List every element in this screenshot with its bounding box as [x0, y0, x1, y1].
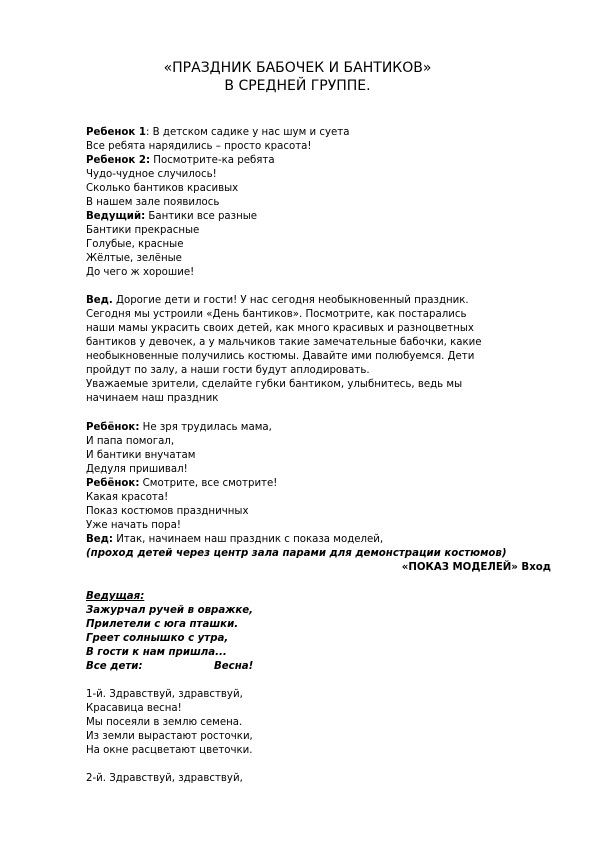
script-line: Уважаемые зрители, сделайте губки бантиком, улыбнитесь, ведь мы: [86, 379, 463, 390]
verse-line: Из земли вырастают росточки,: [86, 731, 253, 742]
script-line: До чего ж хорошие!: [86, 267, 195, 278]
line-text: Смотрите, все смотрите!: [139, 478, 278, 489]
script-line: необыкновенные получились костюмы. Давайте ими полюбуемся. Дети: [86, 351, 475, 362]
script-line: И бантики внучатам: [86, 450, 196, 461]
verse-line: Прилетели с юга пташки.: [86, 619, 239, 630]
verse-line: Греет солнышко с утра,: [86, 633, 229, 644]
verse-line: На окне расцветают цветочки.: [86, 745, 253, 756]
stage-direction: (проход детей через центр зала парами для демонстрации костюмов): [86, 548, 507, 559]
script-line: [86, 421, 272, 435]
document-title-line-1: «ПРАЗДНИК БАБОЧЕК И БАНТИКОВ»: [163, 60, 432, 76]
line-text: Посмотрите-ка ребята: [150, 155, 275, 166]
script-line: [86, 533, 383, 547]
script-line: Сколько бантиков красивых: [86, 183, 239, 194]
line-text: Не зря трудилась мама,: [139, 422, 272, 433]
line-text: В детском садике у нас шум и суета: [149, 127, 350, 138]
verse-line: Красавица весна!: [86, 703, 182, 714]
verse-line: 2-й. Здравствуй, здравствуй,: [86, 773, 243, 784]
script-line: начинаем наш праздник: [86, 393, 219, 404]
script-line: [86, 294, 469, 308]
script-line: [86, 154, 275, 168]
script-line: Чудо-чудное случилось!: [86, 169, 217, 180]
speaker-label: Ребёнок:: [86, 478, 140, 489]
verse-line: В гости к нам пришла...: [86, 647, 227, 658]
script-line: Сегодня мы устроили «День бантиков». Посмотрите, как постарались: [86, 309, 467, 320]
script-line: В нашем зале появилось: [86, 197, 220, 208]
line-text: Итак, начинаем наш праздник с показа моделей,: [112, 534, 384, 545]
script-line: Голубые, красные: [86, 239, 184, 250]
verse-line: Мы посеяли в землю семена.: [86, 717, 243, 728]
script-line: Показ костюмов праздничных: [86, 506, 249, 517]
document-title-line-2: В СРЕДНЕЙ ГРУППЕ.: [224, 78, 371, 94]
script-line: Бантики прекрасные: [86, 225, 200, 236]
script-line: Какая красота!: [86, 492, 169, 503]
script-line: Дедуля пришивал!: [86, 464, 188, 475]
script-line: Жёлтые, зелёные: [86, 253, 182, 264]
script-line: Уже начать пора!: [86, 520, 181, 531]
speaker-label: Все дети:: [86, 661, 143, 672]
script-line: И папа помогал,: [86, 436, 175, 447]
script-line: [86, 660, 253, 674]
speaker-label: Вед.: [86, 295, 113, 306]
script-line: бантиков у девочек, а у мальчиков такие замечательные бабочки, какие: [86, 337, 482, 348]
speaker-label: Ребенок 2:: [86, 155, 151, 166]
script-line: Все ребята нарядились – просто красота!: [86, 141, 312, 152]
speaker-label: Ребенок 1: [86, 127, 146, 138]
line-text: Бантики все разные: [145, 211, 258, 222]
verse-line: Зажурчал ручей в овражке,: [86, 605, 254, 616]
verse-line: 1-й. Здравствуй, здравствуй,: [86, 689, 243, 700]
line-text: Дорогие дети и гости! У нас сегодня необыкновенный праздник.: [112, 295, 469, 306]
speaker-label: Ведущая:: [86, 591, 145, 602]
speaker-label: Ведущий:: [86, 211, 146, 222]
show-title: «ПОКАЗ МОДЕЛЕЙ»: [401, 562, 518, 573]
speaker-label: Ребёнок:: [86, 422, 140, 433]
speaker-label: Вед:: [86, 534, 113, 545]
show-entry: Вход: [517, 562, 551, 573]
script-line: пройдут по залу, а наши гости будут аплодировать.: [86, 365, 370, 376]
script-line: наши мамы украсить своих детей, как много красивых и разноцветных: [86, 323, 474, 334]
script-line: [86, 477, 277, 491]
line-text: Весна!: [214, 661, 254, 672]
speaker-separator: :: [146, 127, 150, 138]
script-line: [86, 126, 349, 140]
section-heading: [402, 561, 551, 575]
script-line: [86, 210, 257, 224]
